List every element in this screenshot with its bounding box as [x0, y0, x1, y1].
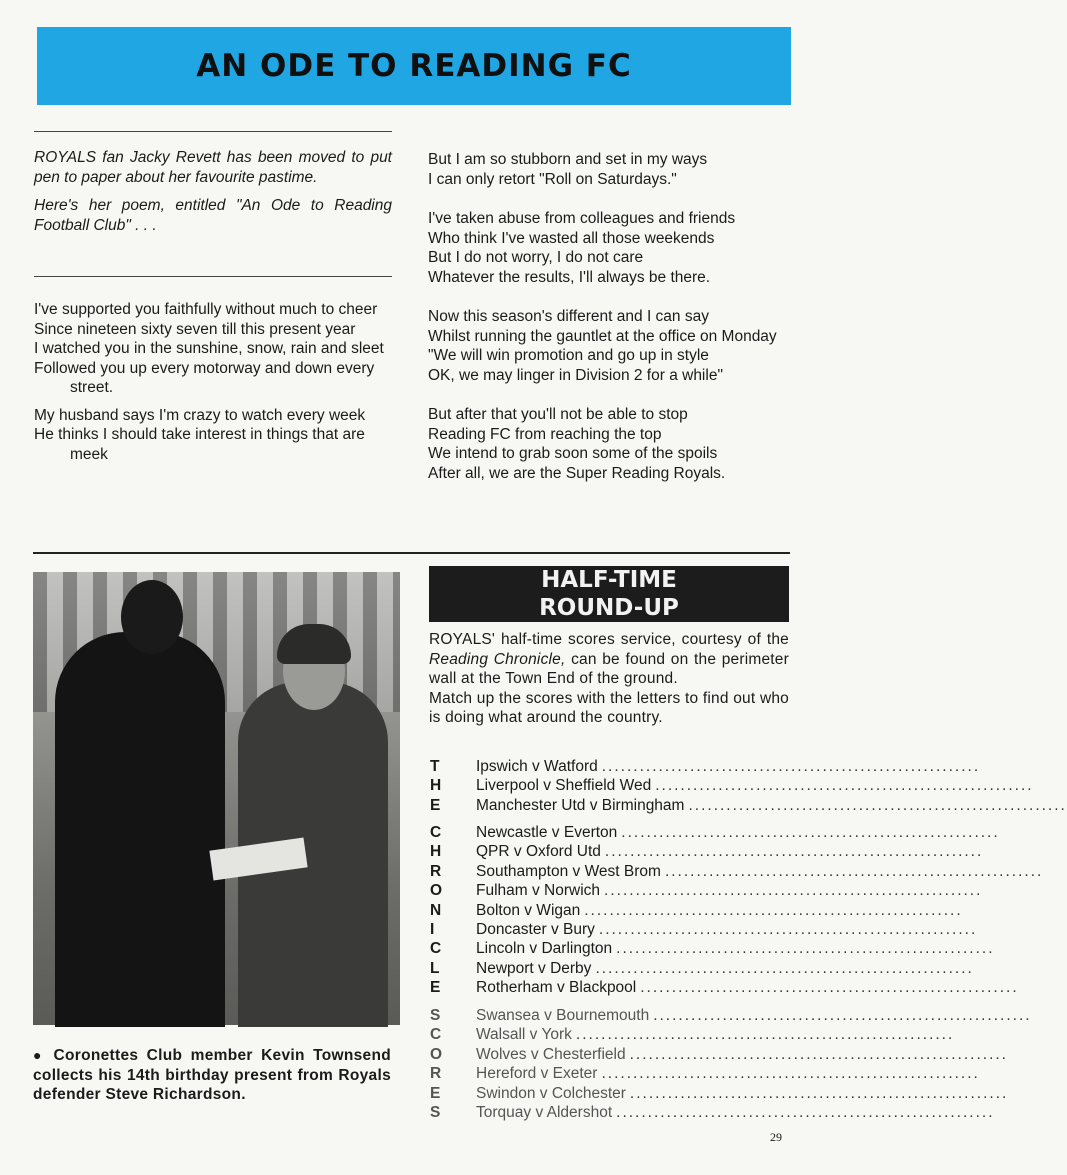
leader-dots: ............................................................	[598, 920, 978, 938]
leader-dots: ............................................................	[629, 1084, 1009, 1102]
fixture-match: Hereford v Exeter	[476, 1065, 598, 1083]
fixture-match: Southampton v West Brom	[476, 862, 661, 880]
fixture-letter: C	[430, 940, 442, 958]
fixture-letter: E	[430, 979, 441, 997]
fixture-row	[429, 920, 978, 939]
poem-stanza	[428, 405, 790, 483]
fixture-row	[429, 1006, 1032, 1025]
fixture-match: QPR v Oxford Utd	[476, 843, 601, 861]
poem-line: My husband says I'm crazy to watch every week	[34, 406, 366, 424]
poem-left-column	[34, 300, 394, 472]
fixture-letter: L	[430, 959, 440, 977]
poem-stanza	[34, 406, 394, 465]
leader-dots: ............................................................	[616, 940, 995, 958]
poem-line: Whatever the results, I'll always be there.	[428, 268, 711, 286]
poem-stanza	[34, 300, 394, 398]
fixtures-group-the	[429, 757, 1067, 815]
fixture-letter: C	[430, 1026, 442, 1044]
fixture-match: Fulham v Norwich	[476, 882, 601, 900]
poem-line: I can only retort "Roll on Saturdays."	[428, 170, 677, 188]
fixture-match: Wolves v Chesterfield	[476, 1045, 626, 1063]
fixture-letter: R	[430, 1065, 442, 1083]
poem-line: I watched you in the sunshine, snow, rain and sleet	[34, 340, 384, 357]
fixture-letter: H	[430, 777, 442, 795]
fixture-match: Doncaster v Bury	[476, 920, 595, 938]
half-time-instructions: Match up the scores with the letters to find out who is doing what around the country.	[429, 689, 789, 726]
half-time-heading	[429, 566, 789, 622]
leader-dots: ............................................................	[655, 777, 1034, 795]
fixture-match: Torquay v Aldershot	[476, 1103, 613, 1121]
photo	[33, 572, 400, 1025]
caption-text: Coronettes Club member Kevin Townsend collects his 14th birthday present from Royals defender Steve Richardson.	[33, 1047, 392, 1103]
photo-figure-man-head	[121, 580, 183, 654]
intro-text	[34, 148, 392, 244]
page-number: 29	[770, 1130, 782, 1144]
fixtures-group-chronicle	[429, 823, 1044, 998]
poem-line: Followed you up every motorway and down every street.	[34, 359, 375, 396]
fixture-letter: O	[430, 882, 443, 900]
poem-line: But after that you'll not be able to stop	[428, 406, 688, 423]
fixture-match: Swansea v Bournemouth	[476, 1007, 650, 1024]
leader-dots: ............................................................	[601, 758, 981, 775]
bullet-icon: ●	[33, 1047, 46, 1063]
fixture-row	[429, 862, 1044, 881]
fixture-letter: O	[430, 1045, 443, 1063]
divider	[34, 131, 392, 132]
leader-dots: ............................................................	[604, 882, 983, 900]
poem-line: Now this season's different and I can say	[428, 308, 709, 325]
poem-line: But I am so stubborn and set in my ways	[428, 151, 708, 168]
poem-line: He thinks I should take interest in things that are meek	[34, 426, 365, 463]
half-time-intro	[429, 630, 789, 728]
leader-dots: ............................................................	[688, 796, 1067, 814]
fixture-match: Newcastle v Everton	[476, 824, 618, 841]
fixture-row	[429, 978, 1019, 997]
half-time-heading-line2: ROUND-UP	[539, 595, 679, 621]
divider	[34, 276, 392, 277]
leader-dots: ............................................................	[604, 843, 984, 861]
photo-caption	[33, 1046, 391, 1105]
fixtures-group-scores	[429, 1006, 1032, 1122]
poem-line: But I do not worry, I do not care	[428, 249, 644, 266]
poem-line: Reading FC from reaching the top	[428, 425, 662, 443]
leader-dots: ............................................................	[640, 979, 1019, 997]
poem-line: Who think I've wasted all those weekends	[428, 229, 715, 247]
intro-paragraph: ROYALS fan Jacky Revett has been moved to put pen to paper about her favourite pastime.	[34, 149, 392, 186]
leader-dots: ............................................................	[621, 824, 1000, 841]
half-time-intro-text	[429, 630, 789, 689]
fixture-letter: I	[430, 920, 435, 938]
fixture-match: Walsall v York	[476, 1026, 572, 1044]
newspaper-name: Reading Chronicle,	[429, 650, 566, 668]
fixture-letter: R	[430, 862, 442, 880]
poem-right-column	[428, 150, 790, 503]
fixture-row	[429, 881, 983, 900]
fixture-letter: S	[430, 1007, 441, 1024]
poem-line: I've supported you faithfully without much to cheer	[34, 301, 378, 318]
fixture-letter: H	[430, 843, 442, 861]
poem-line: OK, we may linger in Division 2 for a while"	[428, 366, 723, 384]
intro-text-part: can be found on the perimeter wall at the Town End of the ground.	[429, 650, 789, 687]
fixture-row	[429, 1103, 995, 1122]
fixture-row	[429, 959, 974, 978]
fixture-row	[429, 1045, 1008, 1064]
fixture-row	[429, 757, 981, 776]
fixture-row	[429, 939, 995, 958]
leader-dots: ............................................................	[584, 901, 963, 919]
intro-text-part: ROYALS' half-time scores service, courtesy of the	[429, 631, 789, 648]
fixture-letter: C	[430, 824, 442, 841]
fixture-row	[429, 842, 984, 861]
poem-stanza	[428, 307, 790, 385]
half-time-heading-line1: HALF-TIME	[541, 567, 677, 593]
title-banner	[37, 27, 791, 105]
photo-figure-man	[55, 632, 225, 1027]
fixture-letter: E	[430, 1084, 441, 1102]
poem-line: Whilst running the gauntlet at the office on Monday	[428, 327, 777, 345]
fixture-row	[429, 1025, 955, 1044]
fixture-match: Newport v Derby	[476, 959, 592, 977]
fixture-match: Rotherham v Blackpool	[476, 979, 637, 997]
fixture-letter: T	[430, 758, 440, 775]
fixture-row	[429, 796, 1067, 815]
fixture-match: Manchester Utd v Birmingham	[476, 796, 685, 814]
fixture-row	[429, 776, 1034, 795]
fixture-match: Liverpool v Sheffield Wed	[476, 777, 652, 795]
poem-line: We intend to grab soon some of the spoils	[428, 445, 718, 462]
fixture-row	[429, 823, 1000, 842]
leader-dots: ............................................................	[601, 1065, 980, 1083]
poem-stanza	[428, 150, 790, 189]
leader-dots: ............................................................	[653, 1007, 1032, 1024]
poem-stanza	[428, 209, 790, 287]
fixture-row	[429, 1084, 1009, 1103]
poem-line: Since nineteen sixty seven till this present year	[34, 320, 356, 338]
leader-dots: ............................................................	[575, 1026, 955, 1044]
fixture-match: Swindon v Colchester	[476, 1084, 626, 1102]
poem-line: "We will win promotion and go up in style	[428, 347, 709, 364]
leader-dots: ............................................................	[595, 959, 974, 977]
fixture-letter: S	[430, 1103, 441, 1121]
fixture-match: Ipswich v Watford	[476, 758, 598, 775]
leader-dots: ............................................................	[629, 1045, 1008, 1063]
fixture-match: Bolton v Wigan	[476, 901, 581, 919]
fixture-letter: E	[430, 796, 441, 814]
page-title: AN ODE TO READING FC	[196, 48, 632, 84]
intro-paragraph: Here's her poem, entitled "An Ode to Reading Football Club" . . .	[34, 197, 392, 234]
fixture-row	[429, 901, 963, 920]
fixture-match: Lincoln v Darlington	[476, 940, 613, 958]
poem-line: I've taken abuse from colleagues and friends	[428, 210, 736, 227]
fixture-letter: N	[430, 901, 442, 919]
poem-line: After all, we are the Super Reading Royals.	[428, 464, 726, 482]
leader-dots: ............................................................	[664, 862, 1044, 880]
leader-dots: ............................................................	[616, 1103, 995, 1121]
section-divider	[33, 552, 790, 554]
fixture-row	[429, 1064, 980, 1083]
